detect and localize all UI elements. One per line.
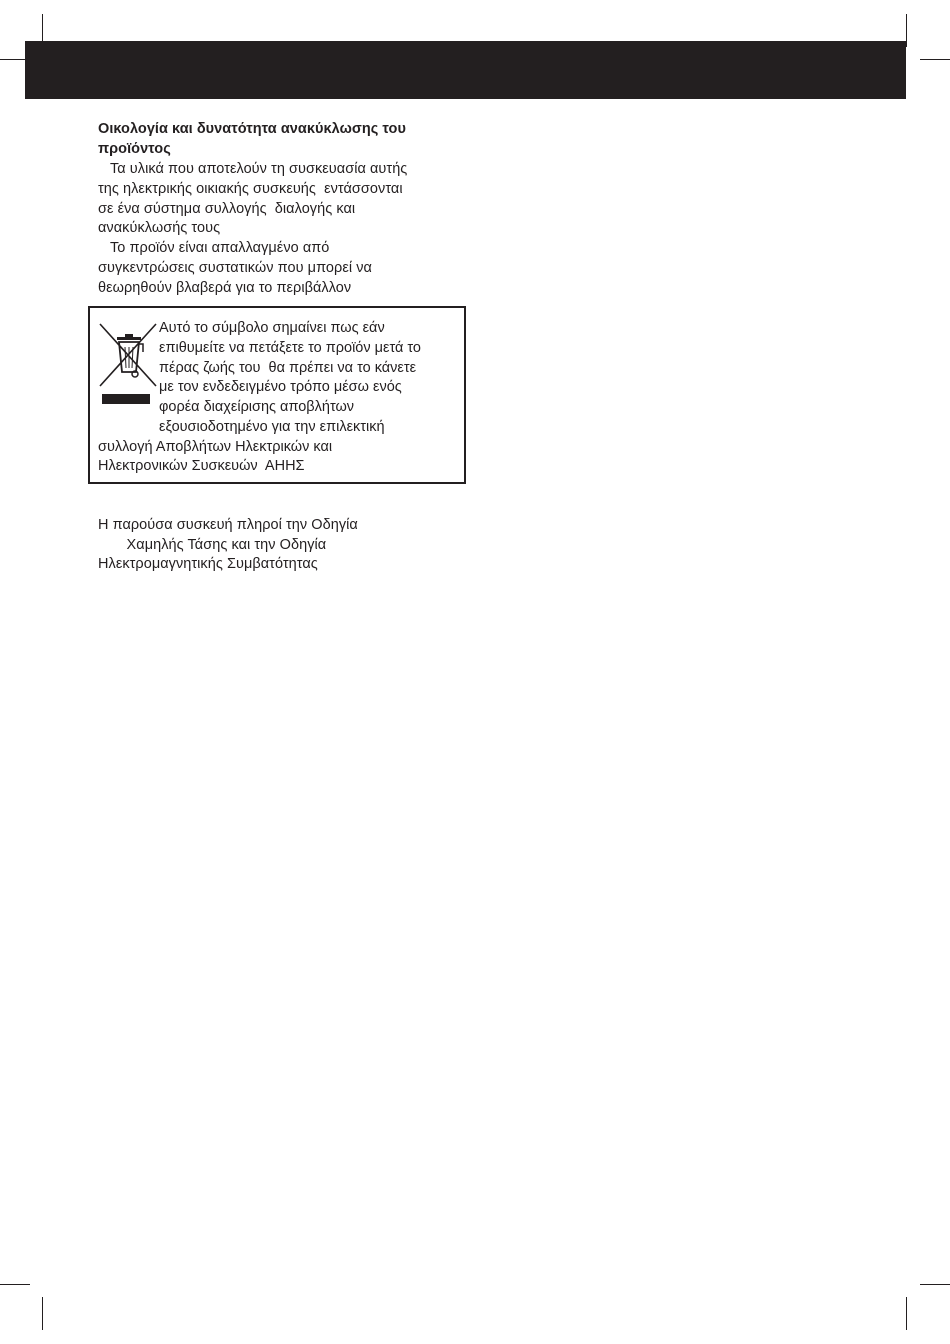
paragraph-line: της ηλεκτρικής οικιακής συσκευής εντάσσονται <box>98 181 403 197</box>
compliance-line: Η παρούσα συσκευή πληροί την Οδηγία <box>98 517 358 533</box>
notice-line: Ηλεκτρονικών Συσκευών ΑΗΗΣ <box>98 458 305 474</box>
notice-line: φορέα διαχείρισης αποβλήτων <box>159 399 355 415</box>
crop-mark <box>906 1297 907 1330</box>
notice-line: με τον ενδεδειγμένο τρόπο μέσω ενός <box>159 379 402 395</box>
paragraph-line: συγκεντρώσεις συστατικών που μπορεί να <box>98 260 372 276</box>
weee-notice-box <box>88 306 466 484</box>
crop-mark <box>0 1284 30 1285</box>
notice-line: Αυτό το σύμβολο σημαίνει πως εάν <box>159 320 385 336</box>
notice-line: συλλογή Αποβλήτων Ηλεκτρικών και <box>98 439 333 455</box>
crossed-out-wheelie-bin-icon <box>98 320 158 404</box>
paragraph-line: θεωρηθούν βλαβερά για το περιβάλλον <box>98 280 352 296</box>
crop-mark <box>920 1284 950 1285</box>
notice-line: πέρας ζωής του θα πρέπει να το κάνετε <box>159 360 417 376</box>
crop-mark <box>42 1297 43 1330</box>
compliance-line: Ηλεκτρομαγνητικής Συμβατότητας <box>98 556 318 572</box>
paragraph-line: ανακύκλωσής τους <box>98 220 221 236</box>
section-heading-line-2: προϊόντος <box>98 141 171 157</box>
compliance-line: Χαμηλής Τάσης και την Οδηγία <box>98 537 327 553</box>
paragraph-line: Τα υλικά που αποτελούν τη συσκευασία αυτής <box>98 161 408 177</box>
header-bar <box>25 41 906 99</box>
notice-line: εξουσιοδοτημένο για την επιλεκτική <box>159 419 385 435</box>
crop-mark <box>906 14 907 47</box>
section-heading-line-1: Οικολογία και δυνατότητα ανακύκλωσης του <box>98 121 406 137</box>
notice-line: επιθυμείτε να πετάξετε το προϊόν μετά το <box>159 340 421 356</box>
paragraph-line: Το προϊόν είναι απαλλαγμένο από <box>98 240 330 256</box>
crop-mark <box>920 59 950 60</box>
paragraph-line: σε ένα σύστημα συλλογής διαλογής και <box>98 201 356 217</box>
